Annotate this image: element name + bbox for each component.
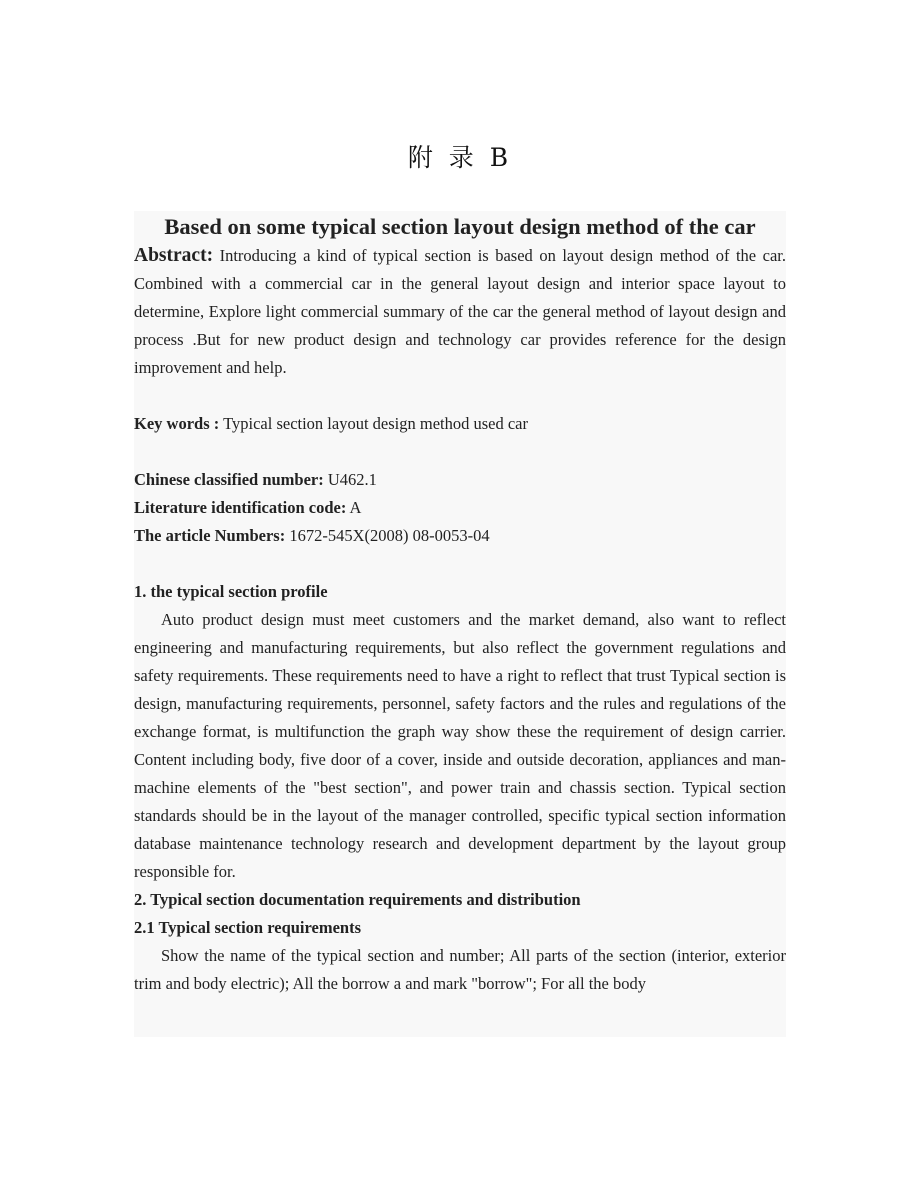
keywords-line	[134, 410, 786, 438]
spacer	[134, 438, 786, 466]
appendix-title: 附 录 B	[407, 143, 513, 172]
literature-code-label: Literature identification code:	[134, 498, 347, 517]
abstract-paragraph	[134, 242, 786, 382]
literature-code-value: A	[346, 498, 362, 517]
classification-line	[134, 466, 786, 494]
section-2-1-heading: 2.1 Typical section requirements	[134, 918, 362, 937]
classification-value: U462.1	[323, 470, 377, 489]
article-number-value: 1672-545X(2008) 08-0053-04	[285, 526, 490, 545]
abstract-label: Abstract:	[134, 245, 214, 266]
article-number-label: The article Numbers:	[134, 526, 286, 545]
section-1-body: Auto product design must meet customers and the market demand, also want to reflect engineering and manufacturing requirements, but also reflect the government regulations and safety requirements. These requirements need to have a right to reflect that trust Typical section is design, manufacturing requirements, personnel, safety factors and the rules and regulations of the exchange format, is multifunction the graph way show these the requirement of design carrier. Content including body, five door of a cover, inside and outside decoration, appliances and man-machine elements of the "best section", and power train and chassis section. Typical section standards should be in the layout of the manager controlled, specific typical section information database maintenance technology research and development department by the layout group responsible for.	[134, 610, 786, 881]
keywords-label: Key words :	[134, 414, 220, 433]
literature-code-line	[134, 494, 786, 522]
section-2-heading: 2. Typical section documentation requirements and distribution	[134, 890, 581, 909]
abstract-text: Introducing a kind of typical section is based on layout design method of the car. Combined with a commercial car in the general layout design and interior space layout to determine, Explore light commercial summary of the car the general method of layout design and process .But for new product design and technology car provides reference for the design improvement and help.	[134, 246, 786, 377]
section-2-1-body: Show the name of the typical section and number; All parts of the section (interior, exterior trim and body electric); All the borrow a and mark "borrow"; For all the body	[134, 946, 786, 993]
spacer	[134, 382, 786, 410]
classification-label: Chinese classified number:	[134, 470, 324, 489]
article-number-line	[134, 522, 786, 550]
document-body	[134, 211, 786, 1037]
spacer	[134, 550, 786, 578]
keywords-value: Typical section layout design method used car	[219, 414, 529, 433]
section-1-heading: 1. the typical section profile	[134, 582, 328, 601]
document-title: Based on some typical section layout design method of the car	[164, 214, 756, 239]
